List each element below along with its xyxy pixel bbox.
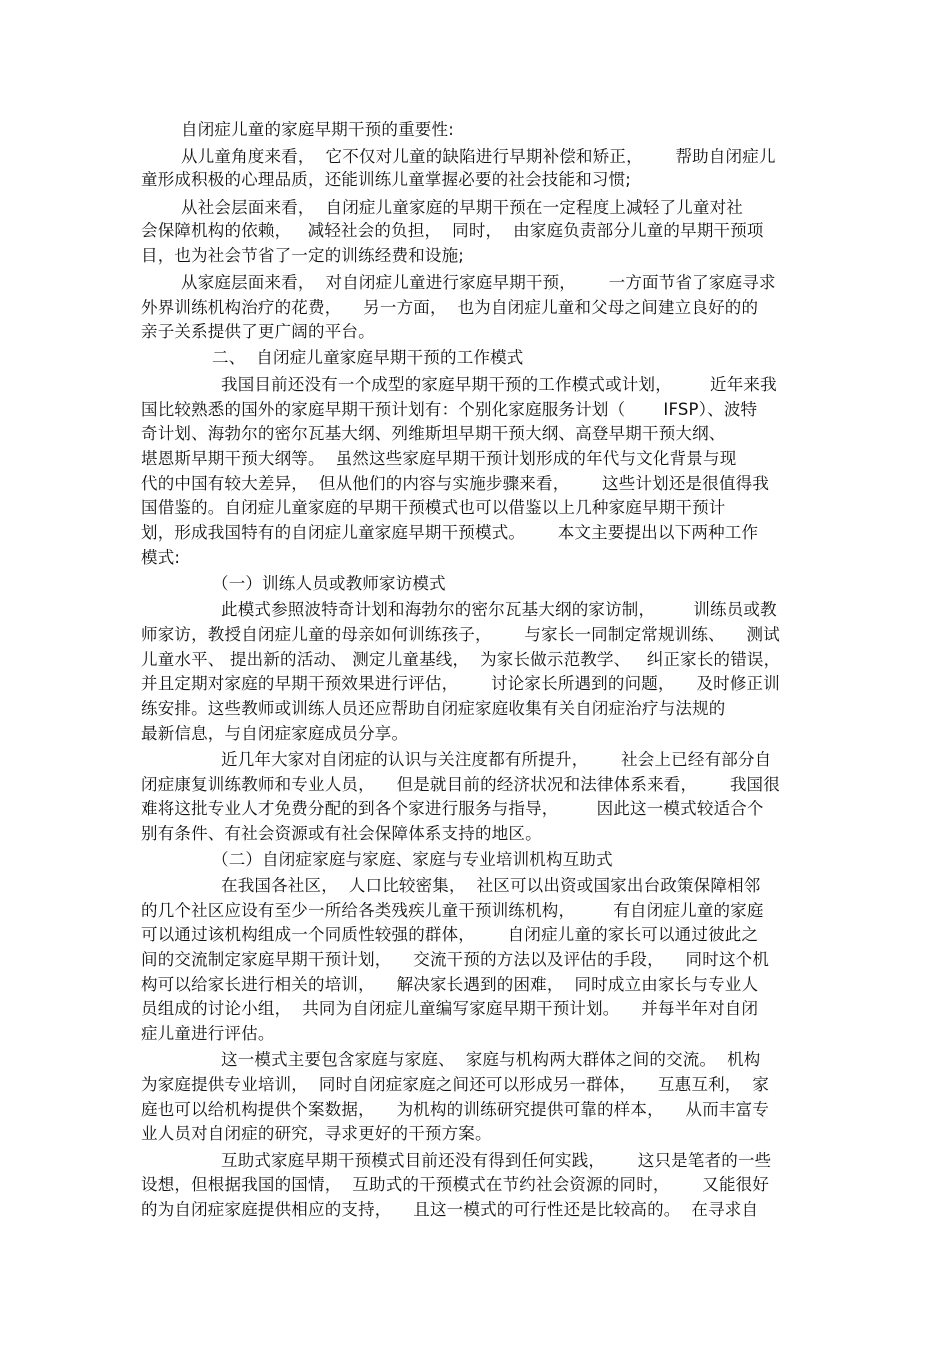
subsection-heading: （二）自闭症家庭与家庭、家庭与专业培训机构互助式 xyxy=(212,850,613,869)
paragraph-line: 的为自闭症家庭提供相应的支持， 且这一模式的可行性还是比较高的。 在寻求自 xyxy=(141,1200,759,1219)
paragraph-line: 代的中国有较大差异， 但从他们的内容与实施步骤来看， 这些计划还是很值得我 xyxy=(141,474,770,493)
paragraph-line: 会保障机构的依赖， 减轻社会的负担， 同时， 由家庭负责部分儿童的早期干预项 xyxy=(141,221,764,240)
paragraph-line: 症儿童进行评估。 xyxy=(141,1024,275,1043)
paragraph-line: 闭症康复训练教师和专业人员， 但是就目前的经济状况和法律体系来看， 我国很 xyxy=(141,775,780,794)
paragraph-line: 我国目前还没有一个成型的家庭早期干预的工作模式或计划， 近年来我 xyxy=(221,375,777,394)
paragraph-line: 儿童水平、 提出新的活动、 测定儿童基线， 为家长做示范教学、 纠正家长的错误， xyxy=(141,650,781,669)
section-heading: 自闭症儿童的家庭早期干预的重要性: xyxy=(181,120,454,139)
paragraph-line: 庭也可以给机构提供个案数据， 为机构的训练研究提供可靠的样本， 从而丰富专 xyxy=(141,1100,770,1119)
paragraph-line: 员组成的讨论小组， 共同为自闭症儿童编写家庭早期干预计划。 并每半年对自闭 xyxy=(141,999,759,1018)
paragraph-line: 并且定期对家庭的早期干预效果进行评估， 讨论家长所遇到的问题， 及时修正训 xyxy=(141,674,780,693)
paragraph-line: 构可以给家长进行相关的培训， 解决家长遇到的困难， 同时成立由家长与专业人 xyxy=(141,975,759,994)
paragraph-line: 奇计划、海勃尔的密尔瓦基大纲、列维斯坦早期干预大纲、高登早期干预大纲、 xyxy=(141,424,726,443)
paragraph-line: 的几个社区应设有至少一所给各类残疾儿童干预训练机构， 有自闭症儿童的家庭 xyxy=(141,901,764,920)
paragraph-line: 划，形成我国特有的自闭症儿童家庭早期干预模式。 本文主要提出以下两种工作 xyxy=(141,523,759,542)
paragraph-line: 难将这批专业人才免费分配的到各个家进行服务与指导， 因此这一模式较适合个 xyxy=(141,799,764,818)
paragraph-line: 国借鉴的。自闭症儿童家庭的早期干预模式也可以借鉴以上几种家庭早期干预计 xyxy=(141,498,726,517)
paragraph-line: 亲子关系提供了更广阔的平台。 xyxy=(141,322,375,341)
paragraph-line: 为家庭提供专业培训， 同时自闭症家庭之间还可以形成另一群体， 互惠互利， 家 xyxy=(141,1075,770,1094)
paragraph-line: 这一模式主要包含家庭与家庭、 家庭与机构两大群体之间的交流。 机构 xyxy=(221,1050,761,1069)
paragraph-line: 别有条件、有社会资源或有社会保障体系支持的地区。 xyxy=(141,824,542,843)
paragraph-line: 国比较熟悉的国外的家庭早期干预计划有：个别化家庭服务计划（ IFSP）、波特 xyxy=(141,400,758,419)
subsection-heading: （一）训练人员或教师家访模式 xyxy=(212,574,446,593)
paragraph-line: 从社会层面来看， 自闭症儿童家庭的早期干预在一定程度上减轻了儿童对社 xyxy=(181,198,743,217)
paragraph-line: 互助式家庭早期干预模式目前还没有得到任何实践， 这只是笔者的一些 xyxy=(221,1151,772,1170)
paragraph-line: 外界训练机构治疗的花费， 另一方面， 也为自闭症儿童和父母之间建立良好的的 xyxy=(141,298,759,317)
paragraph-line: 最新信息，与自闭症家庭成员分享。 xyxy=(141,724,409,743)
paragraph-line: 此模式参照波特奇计划和海勃尔的密尔瓦基大纲的家访制， 训练员或教 xyxy=(221,600,777,619)
paragraph-line: 设想，但根据我国的国情， 互助式的干预模式在节约社会资源的同时， 又能很好 xyxy=(141,1175,770,1194)
section-heading: 二、 自闭症儿童家庭早期干预的工作模式 xyxy=(212,348,524,367)
paragraph-line: 从儿童角度来看， 它不仅对儿童的缺陷进行早期补偿和矫正， 帮助自闭症儿 xyxy=(181,147,776,166)
paragraph-line: 在我国各社区， 人口比较密集， 社区可以出资或国家出台政策保障相邻 xyxy=(221,876,761,895)
paragraph-line: 近几年大家对自闭症的认识与关注度都有所提升， 社会上已经有部分自 xyxy=(221,750,772,769)
paragraph-line: 师家访，教授自闭症儿童的母亲如何训练孩子， 与家长一同制定常规训练、 测试 xyxy=(141,625,780,644)
paragraph-line: 目，也为社会节省了一定的训练经费和设施; xyxy=(141,246,465,265)
paragraph-line: 练安排。这些教师或训练人员还应帮助自闭症家庭收集有关自闭症治疗与法规的 xyxy=(141,699,726,718)
paragraph-line: 童形成积极的心理品质，还能训练儿童掌握必要的社会技能和习惯; xyxy=(141,170,632,189)
paragraph-line: 业人员对自闭症的研究，寻求更好的干预方案。 xyxy=(141,1124,492,1143)
paragraph-line: 可以通过该机构组成一个同质性较强的群体， 自闭症儿童的家长可以通过彼此之 xyxy=(141,925,759,944)
paragraph-line: 间的交流制定家庭早期干预计划， 交流干预的方法以及评估的手段， 同时这个机 xyxy=(141,950,770,969)
paragraph-line: 堪恩斯早期干预大纲等。 虽然这些家庭早期干预计划形成的年代与文化背景与现 xyxy=(141,449,737,468)
paragraph-line: 从家庭层面来看， 对自闭症儿童进行家庭早期干预， 一方面节省了家庭寻求 xyxy=(181,273,776,292)
paragraph-line: 模式: xyxy=(141,548,181,567)
